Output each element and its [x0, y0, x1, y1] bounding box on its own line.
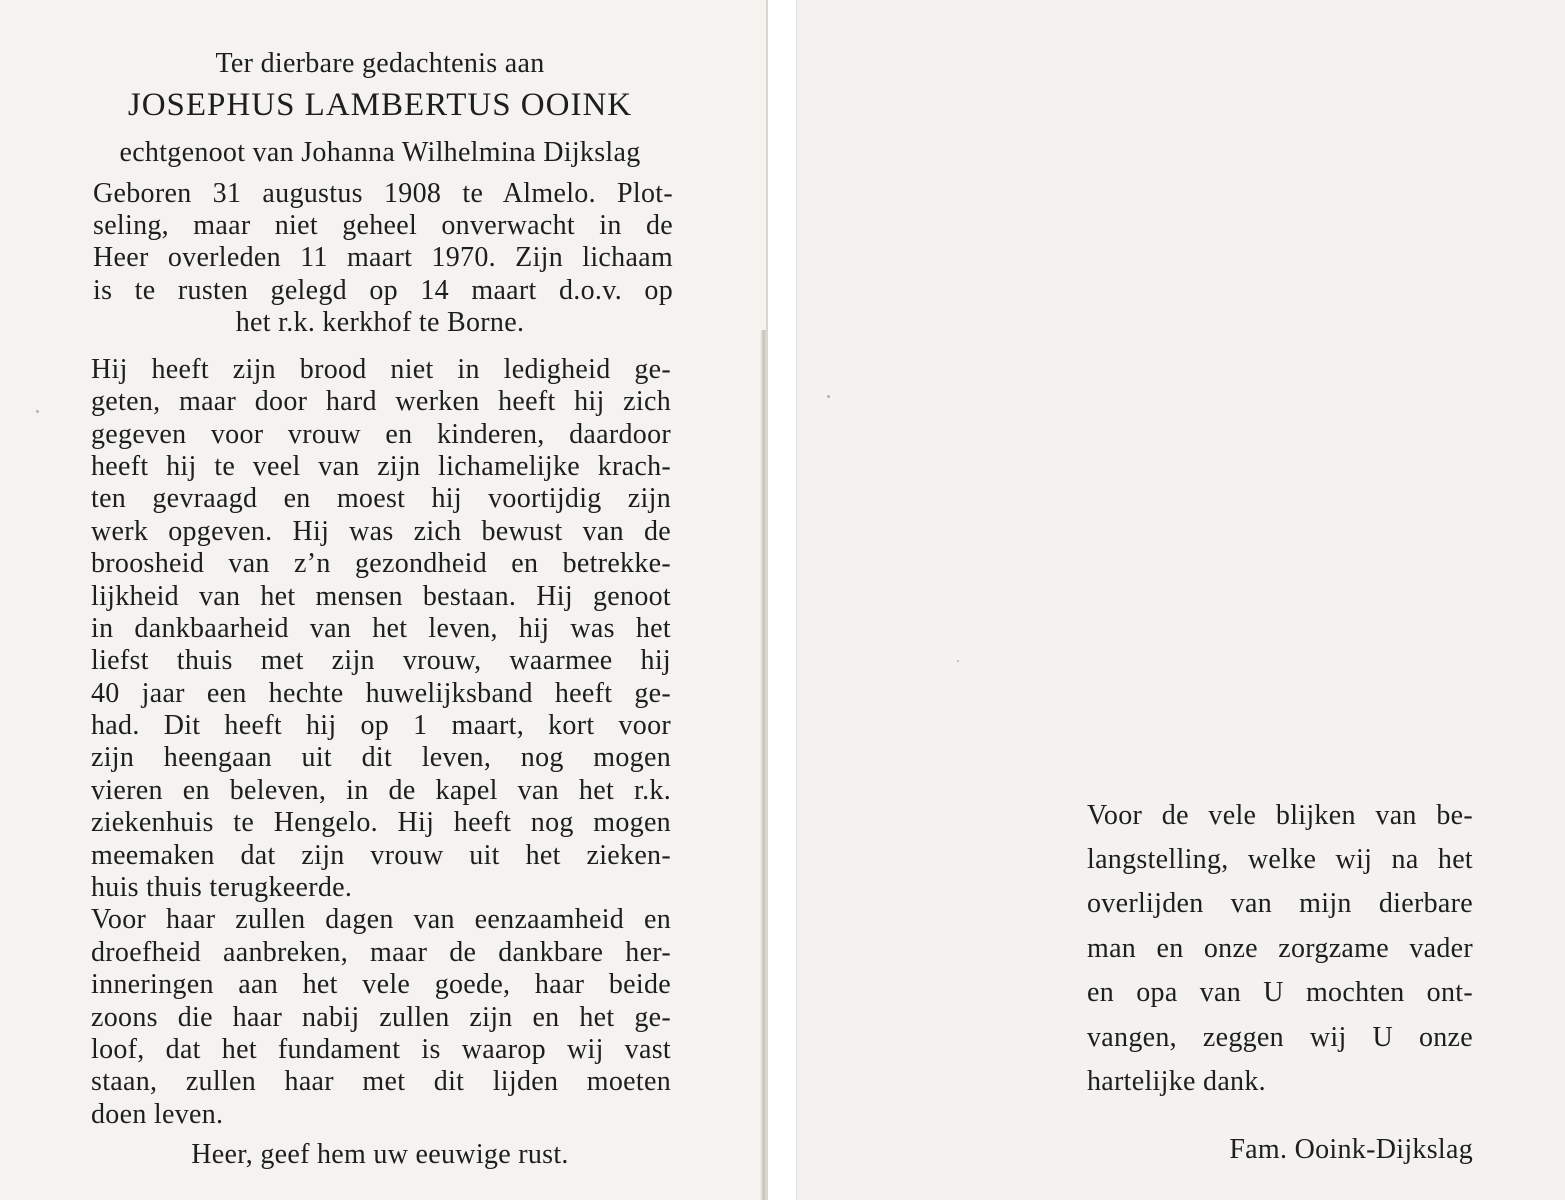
thanks-line: hartelijke dank.: [1087, 1066, 1266, 1097]
thanks-line: Voor de vele blijken van be-: [1087, 800, 1473, 831]
thanks-line: en opa van U mochten ont-: [1087, 977, 1473, 1008]
card-separator: [768, 0, 796, 1200]
text-line: zoons die haar nabij zullen zijn en het ge-: [91, 1002, 671, 1033]
memorial-card-back: [796, 0, 1565, 1200]
thanks-line: overlijden van mijn dierbare: [1087, 888, 1473, 919]
text-line: ziekenhuis te Hengelo. Hij heeft nog mogen: [91, 807, 671, 838]
text-line: loof, dat het fundament is waarop wij vast: [91, 1034, 671, 1065]
intro-line: Ter dierbare gedachtenis aan: [215, 48, 545, 79]
text-line: in dankbaarheid van het leven, hij was het: [91, 613, 671, 644]
memorial-card-front: [0, 0, 768, 1200]
bio-line: het r.k. kerkhof te Borne.: [235, 307, 525, 338]
text-line: droefheid aanbreken, maar de dankbare her-: [91, 937, 671, 968]
text-line: lijkheid van het mensen bestaan. Hij genoot: [91, 581, 671, 612]
thanks-line: man en onze zorgzame vader: [1087, 933, 1473, 964]
bio-line: seling, maar niet geheel onverwacht in de: [93, 210, 673, 241]
bio-line: Geboren 31 augustus 1908 te Almelo. Plot-: [93, 178, 673, 209]
text-line: Hij heeft zijn brood niet in ledigheid ge-: [91, 354, 671, 385]
family-signature: Fam. Ooink-Dijkslag: [1229, 1134, 1473, 1165]
text-line: heeft hij te veel van zijn lichamelijke krach-: [91, 451, 671, 482]
deceased-name: JOSEPHUS LAMBERTUS OOINK: [127, 87, 633, 123]
text-line: huis thuis terugkeerde.: [91, 872, 353, 903]
text-line: staan, zullen haar met dit lijden moeten: [91, 1066, 671, 1097]
text-line: meemaken dat zijn vrouw uit het zieken-: [91, 840, 671, 871]
text-line: liefst thuis met zijn vrouw, waarmee hij: [91, 645, 671, 676]
text-line: inneringen aan het vele goede, haar beide: [91, 969, 671, 1000]
spouse-line: echtgenoot van Johanna Wilhelmina Dijkslag: [119, 137, 641, 168]
text-line: zijn heengaan uit dit leven, nog mogen: [91, 742, 671, 773]
text-line: werk opgeven. Hij was zich bewust van de: [91, 516, 671, 547]
text-line: gegeven voor vrouw en kinderen, daardoor: [91, 419, 671, 450]
paper-speck: [827, 395, 830, 398]
prayer-line: Heer, geef hem uw eeuwige rust.: [191, 1139, 569, 1170]
text-line: vieren en beleven, in de kapel van het r.k.: [91, 775, 671, 806]
paper-speck: [36, 410, 39, 413]
text-line: broosheid van z’n gezondheid en betrekke-: [91, 548, 671, 579]
bio-line: is te rusten gelegd op 14 maart d.o.v. op: [93, 275, 673, 306]
text-line: doen leven.: [91, 1099, 224, 1130]
paper-speck: [957, 660, 959, 662]
thanks-line: vangen, zeggen wij U onze: [1087, 1022, 1473, 1053]
thanks-line: langstelling, welke wij na het: [1087, 844, 1473, 875]
fold-shadow: [760, 330, 766, 1200]
bio-line: Heer overleden 11 maart 1970. Zijn lichaam: [93, 242, 673, 273]
text-line: geten, maar door hard werken heeft hij zich: [91, 386, 671, 417]
text-line: Voor haar zullen dagen van eenzaamheid en: [91, 904, 671, 935]
text-line: had. Dit heeft hij op 1 maart, kort voor: [91, 710, 671, 741]
text-line: 40 jaar een hechte huwelijksband heeft ge-: [91, 678, 671, 709]
text-line: ten gevraagd en moest hij voortijdig zijn: [91, 483, 671, 514]
